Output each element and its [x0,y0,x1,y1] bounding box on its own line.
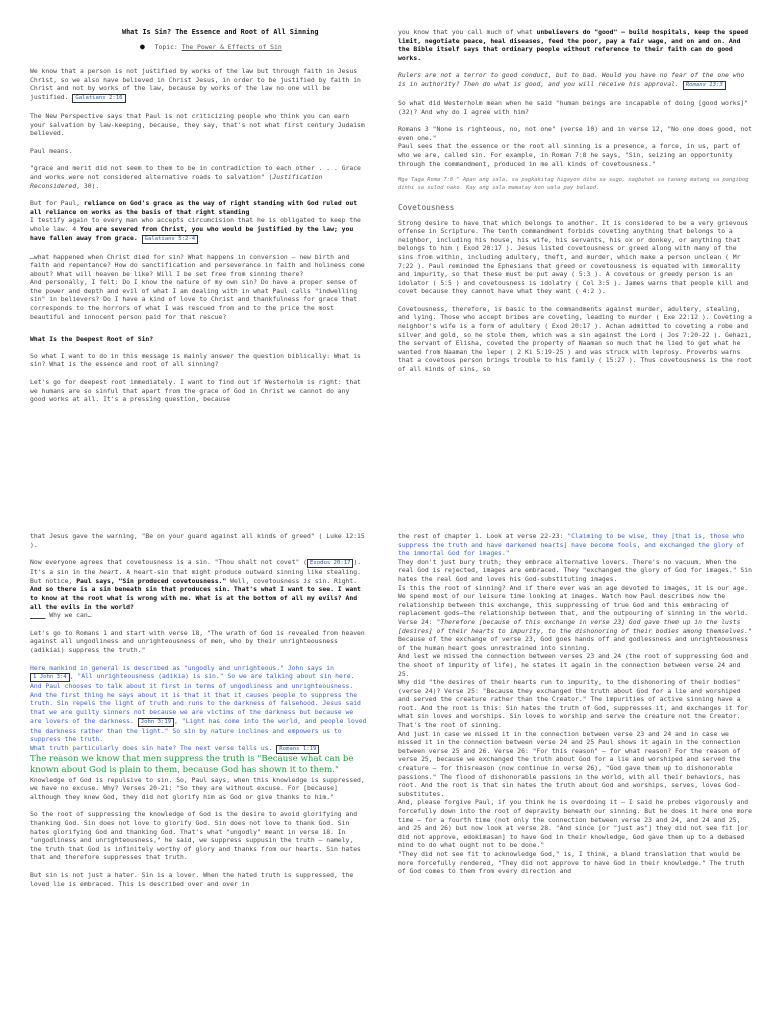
paragraph: So what did Westerholm mean when he said "human beings are incapable of doing [good works]" (32)? And why do I agree with him? [398,98,749,116]
section-heading: Covetousness [398,202,455,212]
scripture-ref[interactable]: Romans 13:3 [683,81,726,90]
paragraph: Romans 3 "None is righteous, no, not one" (verse 10) and in verse 12, "No one does good, not even one." Paul sees that the essence or the root all sinning is a presence, a force, in us, part of who we are, called sin. For example, in Roman 7:8 he says, "Sin, seizing an opportunity through the commandment, produced in me all kinds of covetousness." [398,125,752,168]
paragraph: But for Paul, reliance on God's grace as the way of right standing with God ruled out all reliance on works as the basis of that right standing I testify again to every man who accepts circumcision that he is obligated to keep the whole law. 4 You are severed from Christ, you who would be justified by the law; you have fallen away from grace. Galatians 5:2-4 [30,199,361,242]
paragraph: Let's go for deepest root immediately. I want to find out if Westerholm is right: that we humans are so sinful that apart from the grace of God in Christ we cannot do any good works at all. It's a pressing question, because [30,378,361,404]
scripture-ref[interactable]: John 3:19 [138,718,174,727]
paragraph: you know that you call much of what unbelievers do "good" — build hospitals, keep the speed limit, negotiate peace, heal diseases, feed the poor, pay a fair wage, and on and on. And the Bible itself says that ordinary people without reference to their faith can do good works. [398,28,749,62]
scripture-ref[interactable]: Galatians 5:2-4 [142,235,199,244]
paragraph: So the root of suppressing the knowledge of God is the desire to avoid glorifying and thanking God. Sin does not love to glorify God. Sin does not love to thank God. Sin hates glorifying God and thanking God. That's what "ungodly" meant in verse 18. In "ungodliness and unrighteousness," he said, we suppress suppusin the truth – namely, the truth that God is infinitely worthy of glory and thanks from our hearts. Sin hates that and therefore suppresses that truth. [30,810,361,862]
bullet-icon: ● [140,41,145,51]
translation-note: Mga Taga Roma 7:8 ^ Apan ang sala, sa pagkakitag higayon diha sa sugo, nagbuhat sa tanang matang sa pangibog dinhi sa sulod nako. Kay ang sala mamatay kon wala pay balaod. [398,177,749,191]
page-4 [384,524,758,1024]
topic-line [140,43,368,52]
scripture-ref[interactable]: 1 John 3:4 [30,673,70,682]
paragraph: Now everyone agrees that covetousness is a sin. "Thou shalt not covet" ( Exodus 20:17 ). It's a sin in the heart. A heart-sin that might produce outward sinning like stealing. But notice, Paul says, "Sin produced covetousness." Well, covetousness is sin. Right. And so there is a sin beneath sin that produces sin. That's what I want to see. I want to know at the root what is wrong with me. What is at the bottom of all my evils? And all the evils in the world? ____ Why we can… [30,558,362,620]
paragraph: Rulers are not a terror to good conduct, but to bad. Would you have no fear of the one who is in authority? Then do what is good, and you will receive his approval. Romans 13:3 [398,71,745,88]
paragraph: Strong desire to have that which belongs to another. It is considered to be a very grievous offense in Scripture. The tenth commandment forbids coveting anything that belongs to a neighbor, including his house, his wife, his servants, his ox or donkey, or anything that belongs to him ( Exod 20:17 ). Jesus listed covetousness or greed along with many of the sins from within, including adultery, theft, and murder, which make a person unclean ( Mr 7:22 ). Paul reminded the Ephesians that greed or covetousness is equated with immorality and impurity, so that these must be put away ( 5:3 ). A covetous or greedy person is an idolator ( 5:5 ) and covetousness is idolatry ( Col 3:5 ). James warns that people kill and covet because they cannot have what they want ( 4:2 ). [398,218,749,296]
paragraph: Here mankind in general is described as "ungodly and unrighteous." John says in 1 John 3:4 , "All unrighteousness (adikia) is sin." So we are talking about sin here. And Paul chooses to talk about it first in terms of ungodliness and unrighteousness. And the first thing he says about it is that it that it causes people to suppress the truth. Sin repels the light of truth and runs to the darkness of falsehood. Jesus said that we are guilty sinners not because we are victims of the darkness but because we are lovers of the darkness. John 3:19 , "Light has come into the world, and people loved the darkness rather than the light." So sin by nature inclines and empowers us to suppress the truth. What truth particularly does sin hate? The next verse tells us. Romans 1:19 [30,663,367,752]
paragraph: So what I want to do in this message is mainly answer the question biblically: What is sin? What is the essence and root of all sinning? [30,351,361,369]
paragraph: that Jesus gave the warning, "Be on your guard against all kinds of greed" ( Luke 12:15 ). [30,532,365,549]
page-1 [0,0,374,500]
topic-link[interactable]: The Power & Effects of Sin [181,42,282,51]
paragraph: the rest of chapter 1. Look at verse 22-23: "Claiming to be wise, they [that is, those who suppress the truth and have darkened hearts] have become fools, and exchanged the glory of the immortal God for images." They don't just bury truth; they embrace alternative lovers. There's no vacuum. When the real God is rejected, images are embraced. They "exchanged the glory of God for images." Sin hates the real God and loves his God-substituting images. Is this the root of sinning? And if there ever was an age devoted to images, it is our age. We spend most of our leisure time looking at images. Watch how Paul describes now the relationship between this exchange, this suppressing of true God and this embracing of replacement gods—the relationship between that, and the outpouring of sinning in the world. Verse 24: "Therefore [because of this exchange in verse 23] God gave them up in the lusts [desires] of their hearts to impurity, to the dishonoring of their bodies among themselves." Because of the exchange of verse 23, God goes hands off and godlessness and unrighteousness of the human heart goes unrestrained into sinning. And lest we missed the connection between verses 23 and 24 (the root of suppressing God and the shoot of impurity of life), he states it again in the connection between verse 24 and 25. Why did "the desires of their hearts run to impurity, to the dishonoring of their bodies" (verse 24)? Verse 25: "Because they exchanged the truth about God for a lie and worshiped and served the creature rather than the Creator." The impurities of active sinning have a root. And the root is this: Sin hates the truth of God, suppresses it, and exchanges it for what sin loves and worships. Sin loves to worship and serve the creature not the Creator. That's the root of sinning. And just in case we missed it in the connection between verse 23 and 24 and in case we missed it in the connection between verse 24 and 25 Paul shows it again in the connection between verse 25 and 26. Verse 26: "For this reason" – for what reason? For the reason of verse 25, because we exchanged the truth about God for a lie and worshiped and served the creature – for thisreason (now continue in verse 26), "God gave them up to dishonorable passions." The flood of dishonorable passions in the world, with all their behaviors, has root. And the root is that sin hates the truth about God and worships, serves, loves God-substitutes. And, please forgive Paul, if you think he is overdoing it — I said he probes vigorously and forcefully down into the root of depravity beneath our sinning. But he does it here one more time — for a fourth time (not only the connection between verse 23 and 24, and 24 and 25, and 25 and 26) but now look at verse 28. "And since [or "just as"] they did not see fit [or did not approve, edokimasan] to have God in their knowledge, God gave them up to a debased mind to do what ought not to be done." "They did not see fit to acknowledge God," is, I think, a bland translation that would be more forcefully rendered, "They did not approve to have God in their knowledge." The truth of God comes to them from every direction and [398,532,752,876]
paragraph: We know that a person is not justified by works of the law but through faith in Jesus Christ, so we also have believed in Christ Jesus, in order to be justified by faith in Christ and not by works of the law, because by works of the law no one will be justified. Galatians 2:16 [30,67,361,101]
page-2 [384,0,758,500]
paragraph: The reason we know that men suppress the truth is "Because what can be known about God is plain to them, because God has shown it to them." Knowledge of God is repulsive to sin. So, Paul says, when this knowledge is suppressed, we have no excuse. Why? Verses 20-21: "So they are without excuse. For [because] although they knew God, they did not glorify him as God or give thanks to him." [30,753,365,801]
paragraph: Paul means. [30,146,73,155]
quote: "grace and merit did not seem to them to be in contradiction to each other . . . Grace and works were not considered alternative roads to salvation" (Justification Reconsidered, 30). [30,164,361,190]
paragraph: The New Perspective says that Paul is not criticizing people who think you can earn your salvation by law-keeping, because, they say, that's not what first century Judaism believed. [30,111,365,138]
article-title: What Is Sin? The Essence and Root of All Sinning [122,28,319,36]
paragraph: Covetousness, therefore, is basic to the commandments against murder, adultery, stealing, and lying. Those who accept bribes are coveting, leading to murder ( Exe 22:12 ). Coveting a neighbor's wife is a form of adultery ( Exod 20:17 ). Achan admitted to coveting a robe and silver and gold, so he stole them, which was a sin against the Lord ( Jos 7:20-22 ). Gehazi, the servant of Elisha, coveted the property of Naaman so much that he lied to get what he wanted from Naaman the leper ( 2 Ki 5:19-25 ) and was struck with leprosy. Proverbs warns that a covetous person brings trouble to his family ( 15:27 ). Thus covetousness is the root of all kinds of sins, so [398,304,752,374]
scripture-ref[interactable]: Galatians 2:16 [72,94,125,103]
paragraph: …what happened when Christ died for sin? What happens in conversion — new birth and faith and repentance? How do sanctification and perseverance in faith and holiness come about? What will heaven be like? Will I be set free from sinning there? And personally, I felt: Do I know the nature of my own sin? Do have a proper sense of the power and depth and evil of what I am dealing with in what Paul calls "indwelling sin" in believers? Do I have a kind of love to Christ and thankfulness for grace that corresponds to the horrors of what I was rescued from and to the price the most beautiful and innocent person paid for that rescue? [30,252,365,321]
scripture-ref[interactable]: Exodus 20:17 [307,559,353,568]
paragraph: But sin is not just a hater. Sin is a lover. When the hated truth is suppressed, the loved lie is embraced. This is described over and over in [30,871,354,888]
topic-label: Topic: [154,42,178,51]
scripture-ref[interactable]: Romans 1:19 [276,745,319,754]
section-heading: What Is the Deepest Root of Sin? [30,335,154,344]
page-3 [0,524,374,1024]
paragraph: Let's go to Romans 1 and start with verse 18, "The wrath of God is revealed from heaven against all ungodliness and unrighteousness of men, who by their unrighteousness (adikiai) suppress the truth." [30,628,365,654]
